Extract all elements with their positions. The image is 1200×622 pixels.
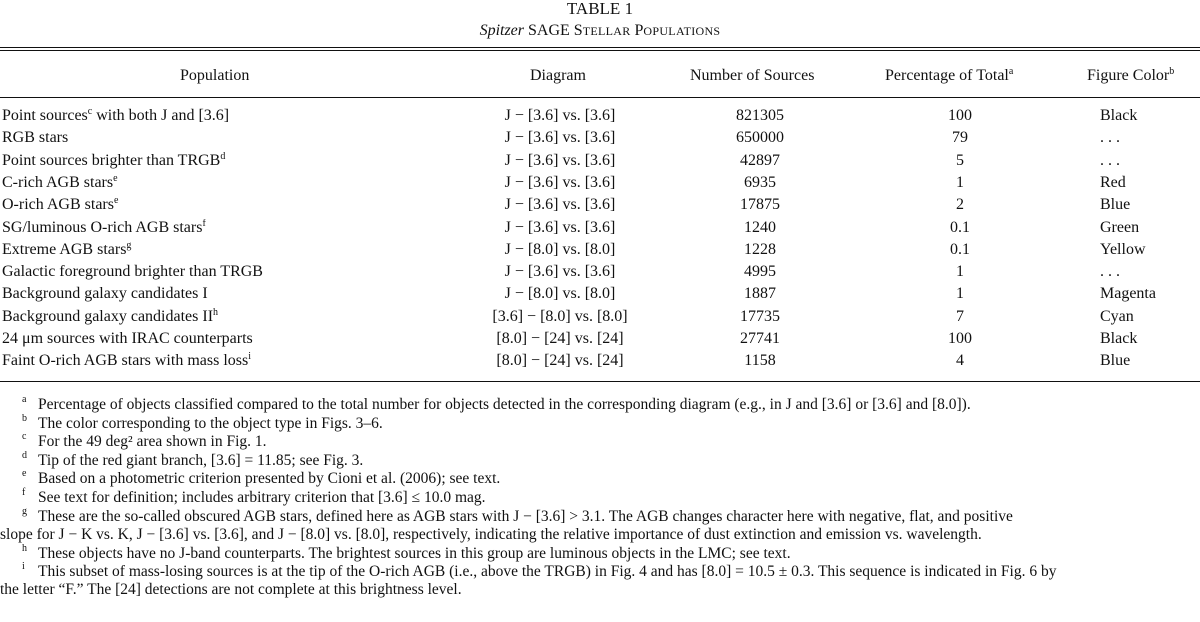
footnote-mark: b bbox=[22, 412, 27, 424]
cell-percentage: 1 bbox=[956, 263, 964, 281]
cell-population: SG/luminous O-rich AGB stars$^f$ bbox=[2, 219, 427, 237]
table-row bbox=[0, 330, 1200, 352]
footnote-text: Tip of the red giant branch, [3.6] = 11.85; see Fig. 3. bbox=[38, 451, 364, 469]
table-title-italic: Spitzer bbox=[479, 22, 525, 39]
cell-percentage: 79 bbox=[952, 129, 968, 147]
cell-diagram: J − [3.6] vs. [3.6] bbox=[504, 196, 616, 214]
cell-figure-color: Black bbox=[1100, 107, 1138, 124]
table-title-sage: SAGE bbox=[528, 22, 570, 39]
cell-number: 1240 bbox=[744, 218, 776, 236]
footnote bbox=[0, 449, 1200, 470]
cell-diagram: J − [3.6] vs. [3.6] bbox=[504, 173, 616, 191]
cell-figure-color: . . . bbox=[1100, 151, 1120, 169]
cell-population: 24 μm sources with IRAC counterparts bbox=[2, 330, 427, 348]
table-row bbox=[0, 107, 1200, 129]
footnote-text: For the 49 deg² area shown in Fig. 1. bbox=[38, 433, 267, 451]
cell-figure-color: Black bbox=[1100, 330, 1138, 347]
cell-number: 42897 bbox=[740, 151, 780, 169]
table-row bbox=[0, 352, 1200, 374]
footnote-text: See text for definition; includes arbitrary criterion that [3.6] ≤ 10.0 mag. bbox=[38, 489, 486, 506]
cell-percentage: 5 bbox=[956, 151, 964, 169]
cell-number: 1228 bbox=[744, 240, 776, 258]
footnote-text-continued: the letter “F.” The [24] detections are not complete at this brightness level. bbox=[0, 581, 462, 599]
cell-percentage: 100 bbox=[948, 107, 972, 124]
footnote bbox=[0, 563, 1200, 599]
table-row bbox=[0, 285, 1200, 307]
cell-population: Extreme AGB stars$^g$ bbox=[2, 241, 427, 259]
footnote-mark: f bbox=[22, 487, 26, 498]
cell-number: 1158 bbox=[744, 352, 776, 370]
table-row bbox=[0, 174, 1200, 196]
footnote bbox=[0, 489, 1200, 507]
cell-figure-color: Blue bbox=[1100, 352, 1131, 370]
cell-diagram: J − [8.0] vs. [8.0] bbox=[504, 285, 616, 303]
footnote-mark: e bbox=[22, 468, 27, 480]
cell-percentage: 0.1 bbox=[950, 218, 970, 236]
cell-population: RGB stars bbox=[2, 129, 427, 147]
footnote-text: Percentage of objects classified compared to the total number for objects detected in the corresponding diagram (e.g., in J and [3.6] or [3.6] and [8.0]). bbox=[38, 396, 971, 413]
cell-population: Background galaxy candidates $II^h$ bbox=[2, 308, 427, 326]
cell-diagram: J − [3.6] vs. [3.6] bbox=[504, 151, 616, 169]
footnote bbox=[0, 505, 1200, 544]
cell-number: 4995 bbox=[744, 263, 776, 281]
cell-diagram: [3.6] − [8.0] vs. [8.0] bbox=[492, 307, 628, 325]
top-rule-second bbox=[0, 50, 1200, 51]
footnote bbox=[0, 412, 1200, 433]
cell-number: 6935 bbox=[744, 173, 776, 191]
footnote-text-continued: slope for J − K vs. K, J − [3.6] vs. [3.6], and J − [8.0] vs. [8.0], respectively, indicating the relative importance of dust extinction and emission vs. wavelength. bbox=[0, 525, 982, 543]
cell-percentage: 1 bbox=[956, 285, 964, 303]
cell-number: 1887 bbox=[744, 285, 776, 303]
cell-percentage: 4 bbox=[956, 352, 964, 370]
header-diagram: Diagram bbox=[530, 67, 586, 84]
cell-figure-color: Cyan bbox=[1100, 307, 1134, 325]
cell-diagram: J − [3.6] vs. [3.6] bbox=[504, 107, 616, 124]
table-row bbox=[0, 129, 1200, 151]
cell-population: Faint O-rich AGB stars with mass loss$^i$ bbox=[2, 352, 427, 370]
cell-figure-color: Magenta bbox=[1100, 285, 1156, 303]
table-row bbox=[0, 196, 1200, 218]
table-row bbox=[0, 308, 1200, 330]
cell-population: Point sources brighter than TRGB$^d$ bbox=[2, 152, 427, 170]
header-rule bbox=[0, 97, 1200, 98]
cell-number: 17875 bbox=[740, 196, 780, 214]
cell-diagram: J − [3.6] vs. [3.6] bbox=[504, 263, 616, 281]
footnote bbox=[0, 542, 1200, 563]
table-title: Spitzer SAGE STELLAR POPULATIONS bbox=[479, 22, 721, 39]
cell-number: 821305 bbox=[736, 107, 784, 124]
footnote-text: The color corresponding to the object type in Figs. 3–6. bbox=[38, 414, 383, 432]
table-row bbox=[0, 263, 1200, 285]
cell-percentage: 1 bbox=[956, 173, 964, 191]
table-row bbox=[0, 219, 1200, 241]
cell-diagram: [8.0] − [24] vs. [24] bbox=[496, 352, 624, 370]
header-figure-color: Figure Color$^b$ bbox=[1087, 66, 1175, 84]
footnote-text: Based on a photometric criterion presented by Cioni et al. (2006); see text. bbox=[38, 470, 501, 488]
footnote bbox=[0, 433, 1200, 451]
top-rule bbox=[0, 47, 1200, 48]
cell-percentage: 7 bbox=[956, 307, 964, 325]
cell-population: O-rich AGB stars$^e$ bbox=[2, 196, 427, 214]
cell-number: 650000 bbox=[736, 129, 784, 147]
cell-number: 27741 bbox=[740, 330, 780, 347]
cell-percentage: 100 bbox=[948, 330, 972, 347]
table-row bbox=[0, 152, 1200, 174]
table-row bbox=[0, 241, 1200, 263]
footnote bbox=[0, 470, 1200, 488]
bottom-rule bbox=[0, 381, 1200, 382]
table-label: TABLE 1 bbox=[566, 0, 634, 18]
footnote bbox=[0, 396, 1200, 414]
cell-population: Point sources$^c$ with both J and [3.6] bbox=[2, 107, 427, 125]
footnote-mark: d bbox=[22, 449, 27, 461]
cell-percentage: 0.1 bbox=[950, 240, 970, 258]
header-percentage: Percentage of Total$^a$ bbox=[885, 66, 1014, 84]
footnote-mark: c bbox=[22, 431, 27, 443]
cell-diagram: J − [3.6] vs. [3.6] bbox=[504, 218, 616, 236]
cell-population: Background galaxy candidates I bbox=[2, 285, 427, 303]
footnote-mark: h bbox=[22, 542, 27, 554]
cell-figure-color: Green bbox=[1100, 218, 1140, 236]
cell-figure-color: Red bbox=[1100, 173, 1126, 191]
footnote-mark: g bbox=[22, 505, 27, 517]
cell-figure-color: . . . bbox=[1100, 263, 1120, 281]
cell-diagram: [8.0] − [24] vs. [24] bbox=[496, 330, 624, 347]
footnote-mark: i bbox=[22, 561, 25, 573]
footnote-text: These are the so-called obscured AGB stars, defined here as AGB stars with J − [3.6] > 3.1. The AGB changes character here with negative, flat, and positive bbox=[38, 507, 1013, 525]
footnote-text: These objects have no J-band counterparts. The brightest sources in this group are luminous objects in the LMC; see text. bbox=[38, 544, 791, 562]
cell-number: 17735 bbox=[740, 307, 780, 325]
cell-figure-color: Yellow bbox=[1100, 240, 1146, 258]
footnote-text: This subset of mass-losing sources is at the tip of the O-rich AGB (i.e., above the TRGB) in Fig. 4 and has [8.0] = 10.5 ± 0.3. This sequence is indicated in Fig. 6 by bbox=[38, 563, 1057, 581]
cell-diagram: J − [8.0] vs. [8.0] bbox=[504, 240, 616, 258]
cell-diagram: J − [3.6] vs. [3.6] bbox=[504, 129, 616, 147]
cell-population: Galactic foreground brighter than TRGB bbox=[2, 263, 427, 281]
cell-population: C-rich AGB stars$^e$ bbox=[2, 174, 427, 192]
header-population: Population bbox=[180, 67, 250, 84]
cell-figure-color: . . . bbox=[1100, 129, 1120, 147]
footnote-mark: a bbox=[22, 394, 27, 405]
cell-figure-color: Blue bbox=[1100, 196, 1131, 214]
cell-percentage: 2 bbox=[956, 196, 964, 214]
header-number: Number of Sources bbox=[690, 67, 815, 84]
